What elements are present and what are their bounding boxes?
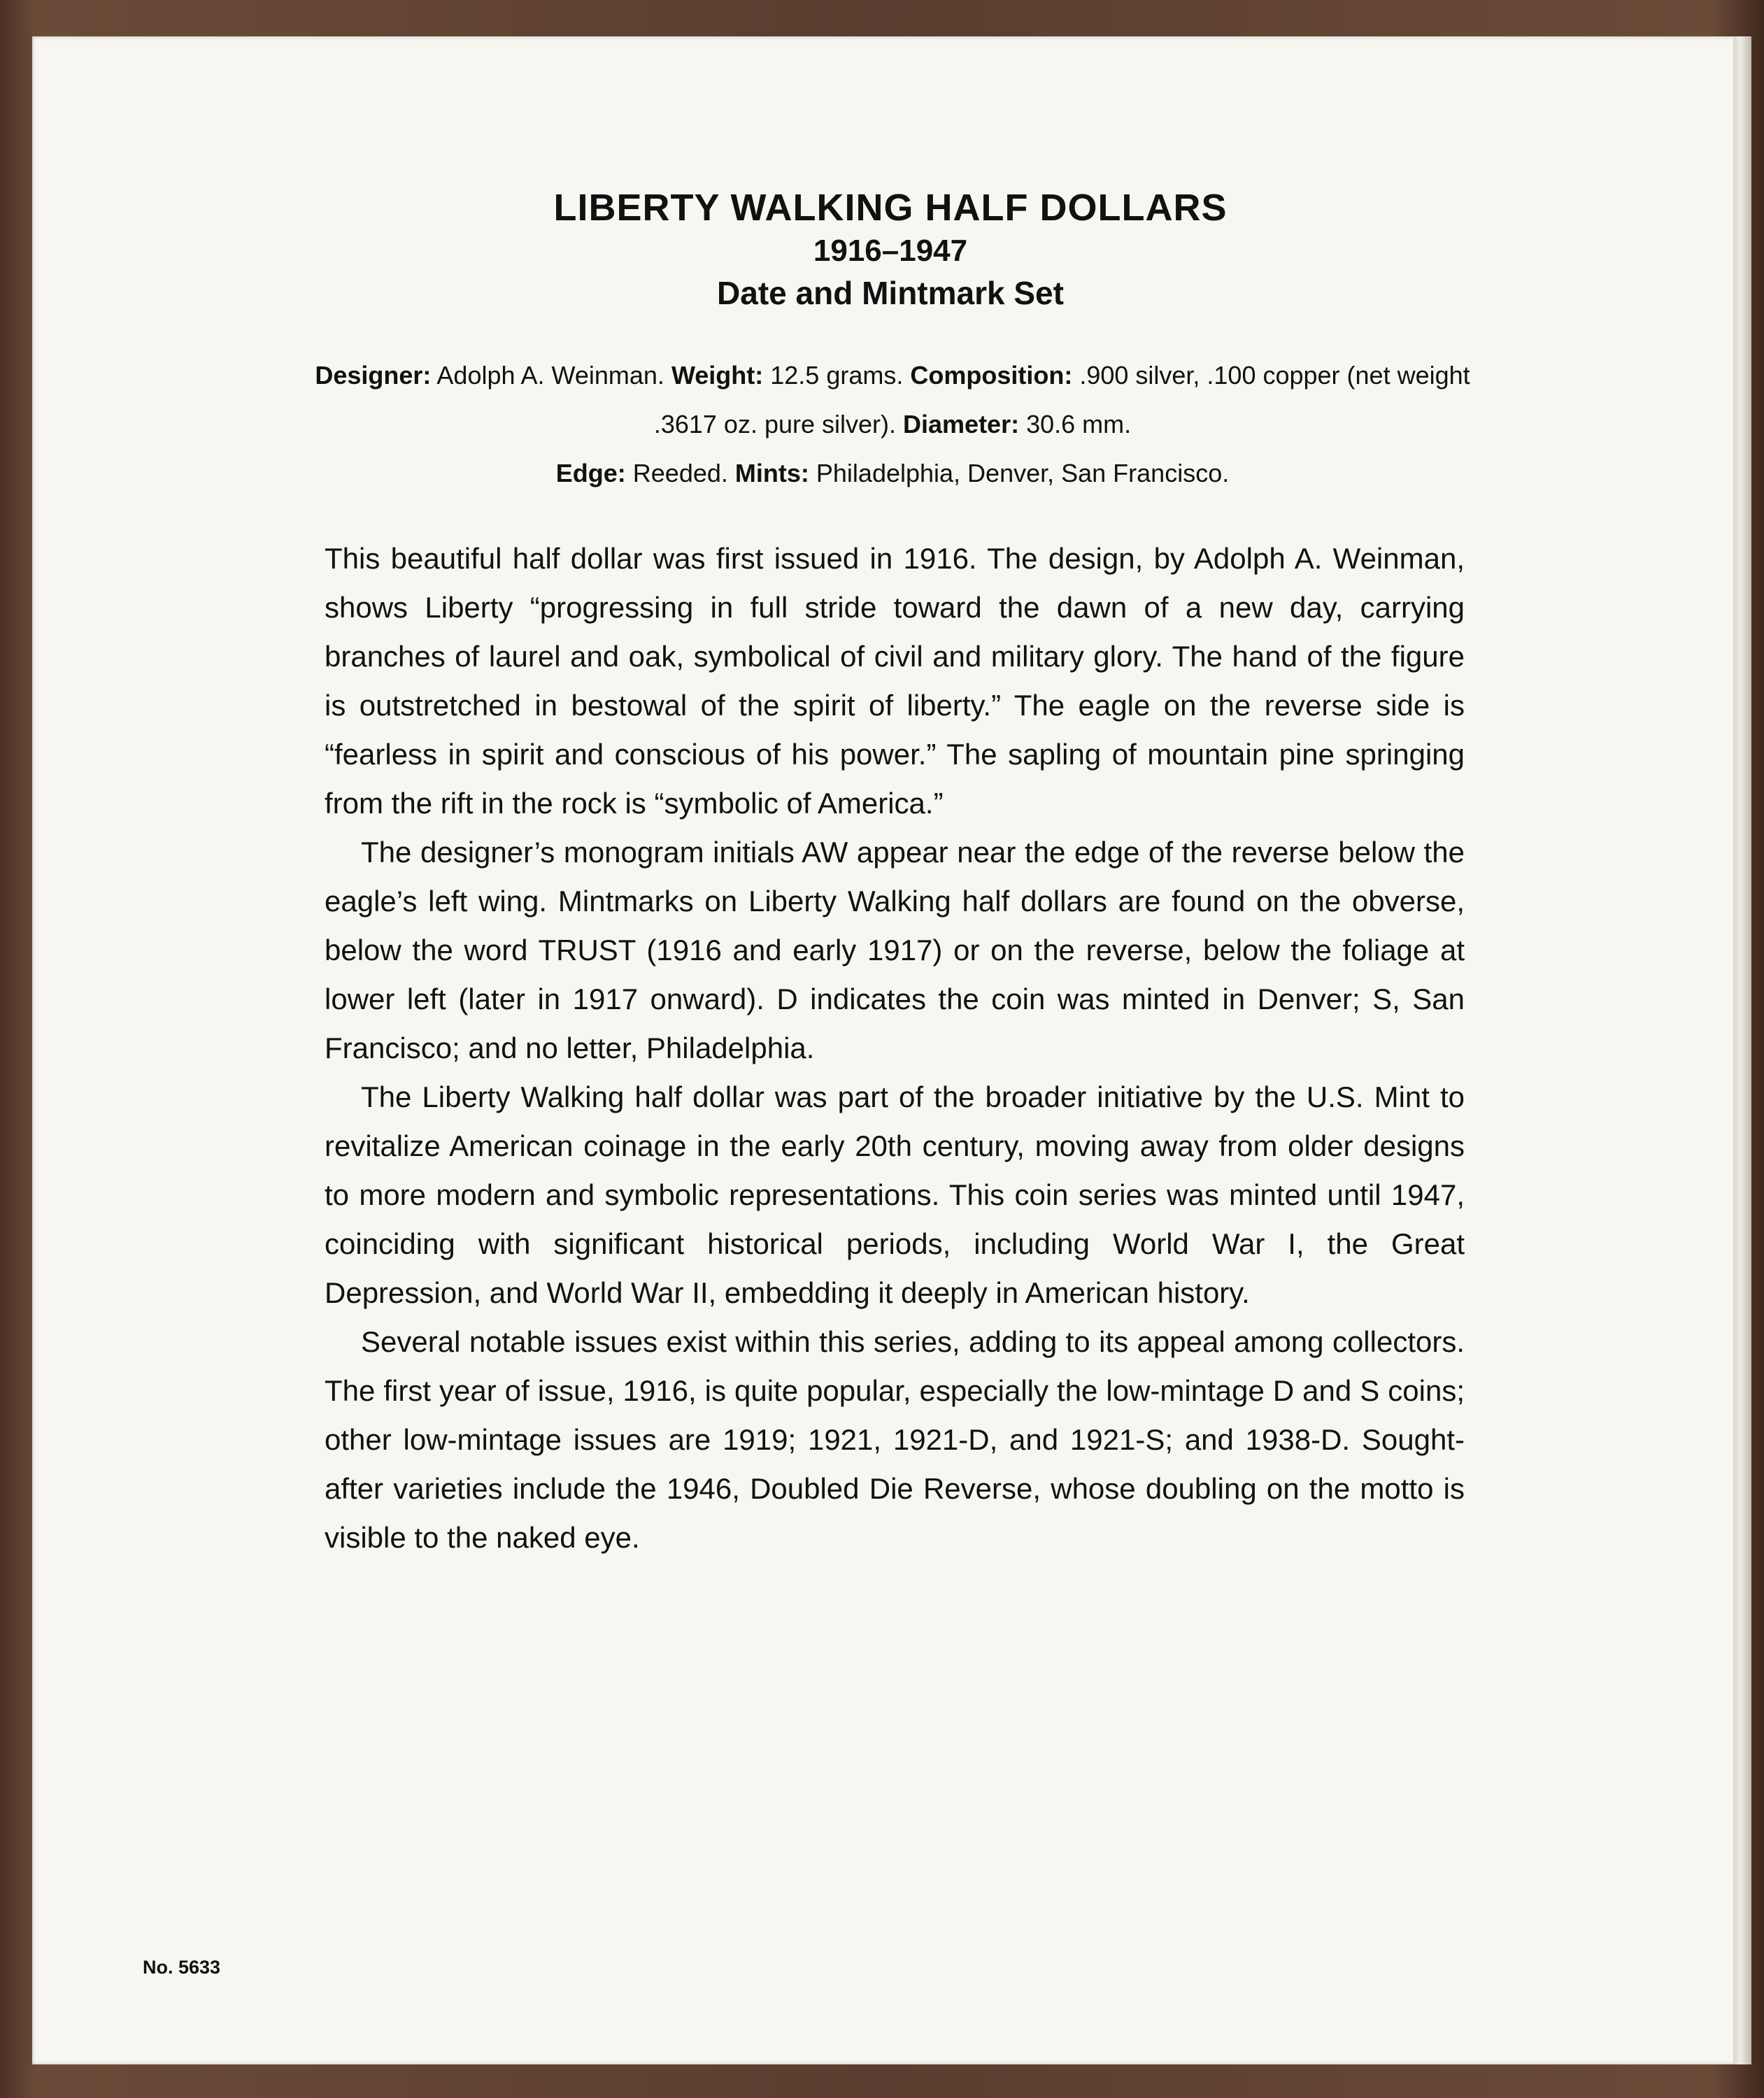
catalog-number: No. 5633 (143, 1957, 221, 1978)
designer-value: Adolph A. Weinman. (431, 361, 671, 390)
page-title: LIBERTY WALKING HALF DOLLARS (553, 187, 1228, 229)
description-body (325, 534, 1465, 1562)
edge-value: Reeded. (625, 459, 735, 487)
composition-label: Composition: (910, 361, 1073, 390)
paragraph: The designer’s monogram initials AW appear near the edge of the reverse below the eagle’s left wing. Mintmarks on Liberty Walking half dollars are found on the obverse, below the word TRUST (1916 and early 1917) or on the reverse, below the foliage at lower left (later in 1917 onward). D indicates the coin was minted in Denver; S, San Francisco; and no letter, Philadelphia. (325, 836, 1465, 1064)
designer-label: Designer: (315, 361, 432, 390)
coin-specifications (298, 351, 1487, 498)
page-sheet (32, 36, 1749, 2064)
mints-label: Mints: (734, 459, 809, 487)
mints-value: Philadelphia, Denver, San Francisco. (809, 459, 1230, 487)
diameter-value: 30.6 mm. (1019, 410, 1132, 438)
edge-label: Edge: (555, 459, 626, 487)
page-subtitle: Date and Mintmark Set (717, 275, 1064, 311)
page-stack-edge (1733, 36, 1751, 2064)
paragraph: This beautiful half dollar was first issued in 1916. The design, by Adolph A. Weinman, shows Liberty “progressing in full stride toward the dawn of a new day, carrying branches of laurel and oak, symbolical of civil and military glory. The hand of the figure is outstretched in bestowal of the spirit of liberty.” The eagle on the reverse side is “fearless in spirit and conscious of his power.” The sapling of mountain pine springing from the rift in the rock is “symbolic of America.” (325, 542, 1465, 820)
paragraph: The Liberty Walking half dollar was part of the broader initiative by the U.S. Mint to revitalize American coinage in the early 20th century, moving away from older designs to more modern and symbolic representations. This coin series was minted until 1947, coinciding with significant historical periods, including World War I, the Great Depression, and World War II, embedding it deeply in American history. (325, 1080, 1465, 1309)
paragraph: Several notable issues exist within this series, adding to its appeal among collectors. The first year of issue, 1916, is quite popular, especially the low-mintage D and S coins; other low-mintage issues are 1919; 1921, 1921-D, and 1921-S; and 1938-D. Sought-after varieties include the 1946, Doubled Die Reverse, whose doubling on the motto is visible to the naked eye. (325, 1325, 1465, 1554)
diameter-label: Diameter: (903, 410, 1020, 438)
year-range: 1916–1947 (813, 234, 968, 268)
weight-value: 12.5 grams. (763, 361, 911, 390)
heading (32, 185, 1749, 315)
composition-value: .900 silver, .100 copper (net weight .3617 oz. pure silver). (653, 361, 1470, 438)
weight-label: Weight: (671, 361, 764, 390)
